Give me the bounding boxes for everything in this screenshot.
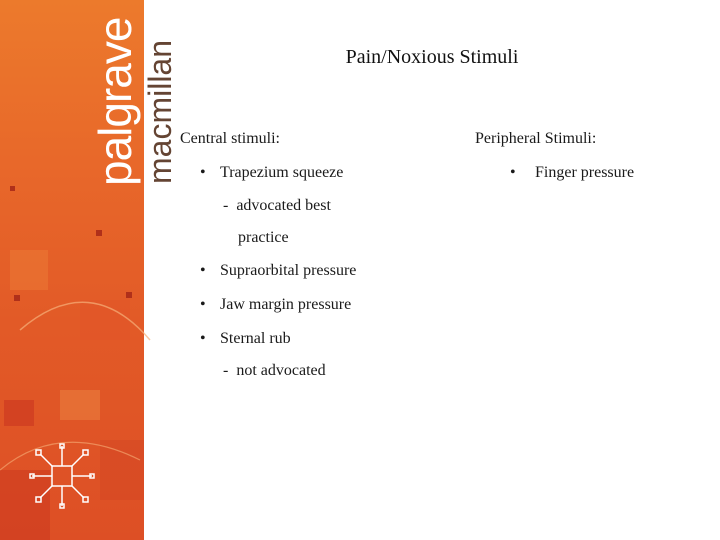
bullet-icon: • bbox=[510, 164, 516, 181]
note-line-1: advocated best bbox=[236, 197, 331, 214]
list-item bbox=[180, 288, 440, 322]
bullet-icon: • bbox=[200, 262, 206, 279]
list-item-text: Finger pressure bbox=[535, 164, 635, 181]
list-item bbox=[180, 254, 440, 288]
dash-icon: - bbox=[223, 197, 229, 214]
brand-sidebar bbox=[0, 0, 178, 540]
list-item-text: Sternal rub bbox=[220, 330, 291, 347]
list-item-note bbox=[180, 356, 440, 386]
peripheral-stimuli-column bbox=[475, 122, 705, 190]
bullet-icon: • bbox=[200, 296, 206, 313]
central-stimuli-column bbox=[180, 122, 440, 386]
list-item bbox=[180, 322, 440, 356]
list-item-text: Supraorbital pressure bbox=[220, 262, 357, 279]
bullet-icon: • bbox=[200, 164, 206, 181]
peripheral-stimuli-heading: Peripheral Stimuli: bbox=[475, 130, 597, 147]
list-item-text: Jaw margin pressure bbox=[220, 296, 352, 313]
note-line-1: not advocated bbox=[236, 362, 326, 379]
bullet-icon: • bbox=[200, 330, 206, 347]
slide-title: Pain/Noxious Stimuli bbox=[345, 46, 519, 68]
list-item bbox=[180, 156, 440, 190]
note-line-2: practice bbox=[238, 229, 289, 246]
list-item bbox=[475, 156, 705, 190]
dash-icon: - bbox=[223, 362, 229, 379]
central-stimuli-heading: Central stimuli: bbox=[180, 130, 280, 147]
brand-line-2: macmillan bbox=[142, 39, 178, 184]
palgrave-logo-icon bbox=[30, 444, 94, 508]
brand-line-1: palgrave bbox=[89, 17, 141, 186]
list-item-text: Trapezium squeeze bbox=[220, 164, 344, 181]
list-item-note bbox=[180, 190, 440, 254]
